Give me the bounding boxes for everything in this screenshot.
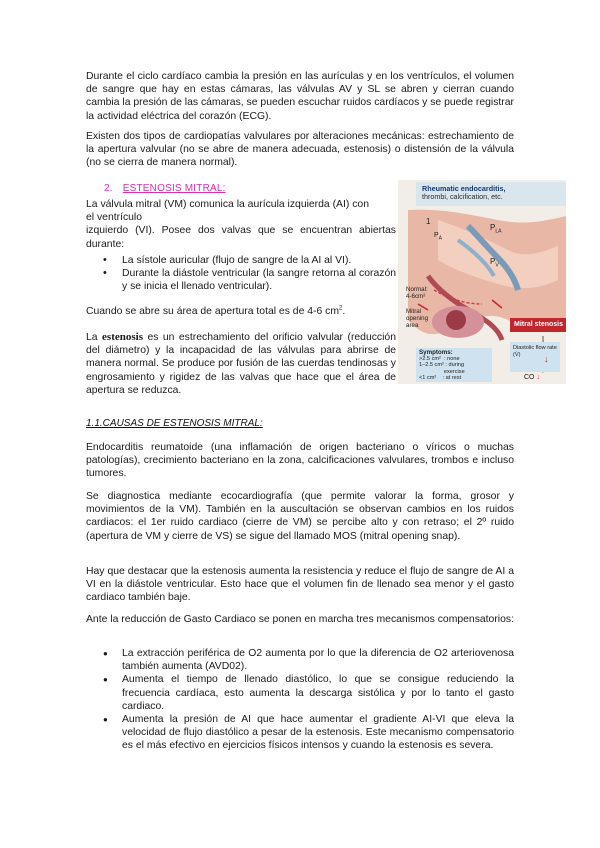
mitral-intro-line1: La válvula mitral (VM) comunica la aurícula izquierda (AI) con (86, 199, 369, 210)
compensation-intro: Ante la reducción de Gasto Cardiaco se ponen en marcha tres mecanismos compensatorios: (86, 614, 514, 625)
causes-paragraph: Endocarditis reumatoide (una inflamación de origen bacteriano o víricos o muchas patologías), crecimiento bacteriano en la zona, calcificaciones valvulares, trombos e incluso tumores. (86, 442, 514, 480)
label-pa: $P_A$ (434, 232, 443, 242)
label-pla: $P_{LA}$ (490, 223, 502, 235)
label-mitral-opening-area: Mitral opening area (406, 308, 429, 329)
compensatory-mechanisms-list (122, 647, 514, 753)
panel-number: 1 (426, 217, 431, 226)
stenosis-definition: La estenosis es un estrechamiento del orificio valvular (reducción del diámetro) y la incapacidad de las válvulas para abrirse de manera normal. Se produce por fusión de las cuerdas tendinosas y engrosamiento y rigidez de las valvas que hace que el área de apertura se reduzca. (86, 331, 396, 396)
cardiac-output-label: CO ↓ (524, 374, 540, 381)
open-phases-list (122, 254, 396, 294)
mitral-intro-line2: el ventrículo (86, 212, 143, 224)
section-title: ESTENOSIS MITRAL: (122, 183, 226, 194)
figure-title: Rheumatic endocarditis, thrombi, calcification, etc. (422, 184, 506, 202)
list-item: • Durante la diástole ventricular (la sangre retorna al corazón y se inicia el llenado ventricular). (122, 267, 396, 293)
section-heading-causas: 1.1.CAUSAS DE ESTENOSIS MITRAL: (86, 418, 263, 429)
opening-area-text: Cuando se abre su área de apertura total es de 4-6 $cm^2$. (86, 305, 346, 317)
resistance-paragraph: Hay que destacar que la estenosis aumenta la resistencia y reduce el flujo de sangre de AI a VI en la diástole ventricular. Esto hace que el volumen fin de llenado sea menor y el gasto cardiaco también baje. (86, 566, 514, 604)
valvular-types-paragraph: Existen dos tipos de cardiopatías valvulares por alteraciones mecánicas: estrechamiento de la apertura valvular (no se abre de manera adecuada, estenosis) o distensión de la válvula (no se cierra de manera normal). (86, 131, 514, 169)
section-heading-estenosis-mitral (104, 183, 226, 194)
stenosis-term: estenosis (102, 331, 143, 343)
mitral-intro (86, 198, 396, 251)
mitral-intro-line3: izquierdo (VI). Posee dos valvas que se encuentran abiertas durante: (86, 225, 396, 250)
symptoms-rows: >2.5 cm² : none 1–2.5 cm² : during exercise <1 cm² : at rest (419, 356, 465, 382)
list-item: ● La extracción periférica de O2 aumenta por lo que la diferencia de O2 arteriovenosa también aumenta (AVD02). (122, 647, 514, 673)
list-item: ● Aumenta la presión de AI que hace aumentar el gradiente AI-VI que eleva la velocidad de flujo diastólico a pesar de la estenosis. Este mecanismo compensatorio es el más efectivo en ejercicios físicos intensos y cuando la estenosis es severa. (122, 713, 514, 753)
mitral-stenosis-figure (398, 180, 566, 384)
label-pv: $P_V$ (490, 257, 499, 269)
mitral-stenosis-label: Mitral stenosis (510, 318, 566, 332)
list-item: ● Aumenta el tiempo de llenado diastólico, lo que se consigue reduciendo la frecuencia cardíaca, esto aumenta la descarga sistólica y por lo tanto el gasto cardiaco. (122, 673, 514, 713)
diastolic-flow-box: Diastolic flow rate (V̇) ↓ (510, 342, 560, 372)
down-arrow-icon: ↓ (544, 354, 549, 364)
section-number: 2. (104, 183, 113, 194)
label-normal-area: Normal: 4-6cm² (406, 286, 428, 300)
symptoms-box: Symptoms: >2.5 cm² : none 1–2.5 cm² : during exercise <1 cm² : at rest (416, 348, 492, 382)
diagnosis-paragraph: Se diagnostica mediante ecocardiografía (que permite valorar la forma, grosor y movimientos de la VM). También en la auscultación se observan cambios en los ruidos cardiacos: el 1er ruido cardiaco (cierre de VM) se percibe alto y con retraso; el 2º ruido (apertura de VM y cierre de VS) se sigue del llamado MOS (mitral opening snap). (86, 491, 514, 542)
intro-paragraph: Durante el ciclo cardíaco cambia la presión en las aurículas y en los ventrículos, el volumen de sangre que hay en estas cámaras, las válvulas AV y SL se abren y cierran cuando cambia la presión de las cámaras, se pueden escuchar ruidos cardíacos y se puede registrar la actividad eléctrica del corazón (ECG). (86, 71, 514, 122)
list-item: • La sístole auricular (flujo de sangre de la AI al VI). (122, 254, 396, 267)
